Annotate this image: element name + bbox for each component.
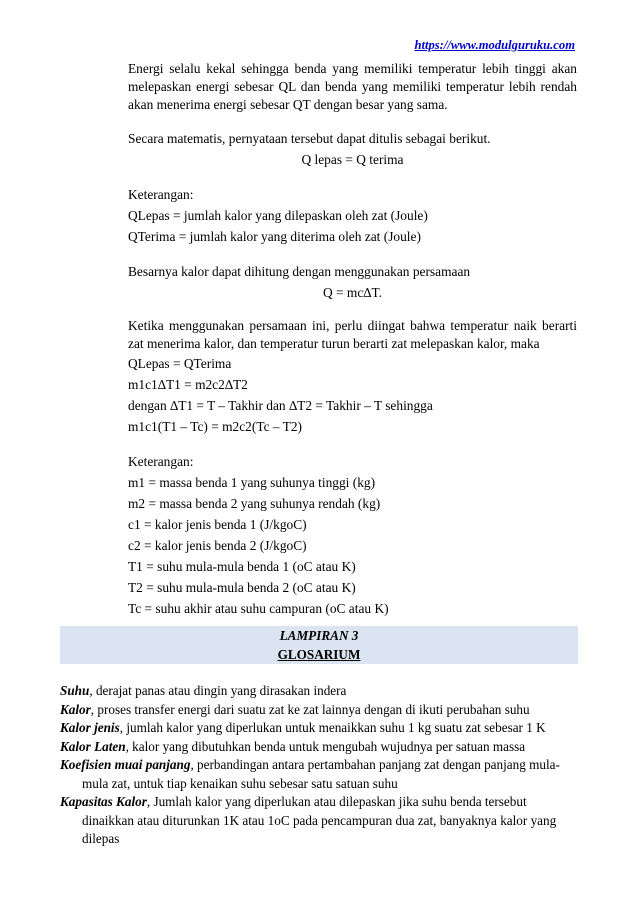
equation-line: m1c1∆T1 = m2c2∆T2	[128, 377, 248, 392]
paragraph-heat-equation: Besarnya kalor dapat dihitung dengan menggunakan persamaan	[128, 264, 471, 279]
keterangan-item: Tc = suhu akhir atau suhu campuran (oC atau K)	[128, 601, 389, 616]
keterangan-item: c2 = kalor jenis benda 2 (J/kgoC)	[128, 538, 307, 553]
formula-q-mc-delta-t: Q = mc∆T.	[322, 285, 382, 300]
keterangan-item: T2 = suhu mula-mula benda 2 (oC atau K)	[128, 580, 356, 595]
glossary-entry	[60, 682, 578, 701]
glossary-term: Kalor Laten	[60, 738, 126, 754]
glossary-term: Koefisien muai panjang	[60, 757, 191, 772]
glossary-term: Suhu	[60, 683, 90, 698]
spacer	[128, 303, 577, 317]
spacer	[128, 170, 577, 184]
glossary-definition: , kalor yang dibutuhkan benda untuk mengubah wujudnya per satuan massa	[125, 738, 526, 754]
equation-line: QLepas = QTerima	[128, 356, 232, 371]
glossary-entry	[60, 719, 578, 738]
lampiran-header-box	[60, 626, 578, 664]
spacer	[128, 114, 577, 128]
spacer	[128, 437, 577, 451]
glossary-definition: , perbandingan antara pertambahan panjang zat dengan panjang mula-mula zat, untuk tiap kenaikan suhu sebesar satu satuan suhu	[82, 757, 560, 791]
keterangan-item: c1 = kalor jenis benda 1 (J/kgoC)	[128, 517, 307, 532]
glossary-definition: , proses transfer energi dari suatu zat ke zat lainnya dengan di ikuti perubahan suhu	[90, 701, 530, 717]
paragraph-energy-conservation: Energi selalu kekal sehingga benda yang memiliki temperatur lebih tinggi akan melepaskan energi sebesar QL dan benda yang memiliki temperatur lebih rendah akan menerima energi sebesar QT dengan besar yang sama.	[128, 61, 577, 112]
equation-line: m1c1(T1 – Tc) = m2c2(Tc – T2)	[128, 419, 303, 434]
glossary-definition: , jumlah kalor yang diperlukan untuk menaikkan suhu 1 kg suatu zat sebesar 1 K	[119, 720, 546, 735]
paragraph-temperature-note: Ketika menggunakan persamaan ini, perlu diingat bahwa temperatur naik berarti zat menerima kalor, dan temperatur turun berarti zat melepaskan kalor, maka	[128, 318, 577, 351]
main-content	[128, 60, 577, 619]
glossary-term: Kapasitas Kalor	[60, 794, 147, 809]
glossary-list	[60, 682, 578, 849]
keterangan-item-qlepas: QLepas = jumlah kalor yang dilepaskan oleh zat (Joule)	[128, 208, 428, 223]
keterangan-item: m1 = massa benda 1 yang suhunya tinggi (kg)	[128, 475, 376, 490]
glossary-entry	[60, 793, 578, 849]
glossary-definition: , derajat panas atau dingin yang dirasakan indera	[89, 683, 347, 698]
keterangan-heading-2: Keterangan:	[128, 454, 194, 469]
keterangan-item: T1 = suhu mula-mula benda 1 (oC atau K)	[128, 559, 356, 574]
keterangan-item: m2 = massa benda 2 yang suhunya rendah (kg)	[128, 496, 381, 511]
glossary-entry	[60, 738, 578, 757]
paragraph-mathematical: Secara matematis, pernyataan tersebut dapat ditulis sebagai berikut.	[128, 131, 491, 146]
glossary-definition: , Jumlah kalor yang diperlukan atau dilepaskan jika suhu benda tersebut dinaikkan atau diturunkan 1K atau 1oC pada pencampuran dua zat, banyaknya kalor yang dilepas	[82, 794, 557, 846]
glosarium-title: GLOSARIUM	[277, 647, 361, 662]
keterangan-heading-1: Keterangan:	[128, 187, 194, 202]
spacer	[128, 247, 577, 261]
glossary-entry	[60, 756, 578, 793]
website-url-link[interactable]: https://www.modulguruku.com	[414, 38, 575, 52]
glossary-entry	[60, 701, 578, 720]
glossary-term: Kalor jenis	[60, 720, 120, 735]
lampiran-title: LAMPIRAN 3	[279, 628, 359, 643]
keterangan-item-qterima: QTerima = jumlah kalor yang diterima oleh zat (Joule)	[128, 229, 421, 244]
formula-q-lepas-terima: Q lepas = Q terima	[301, 152, 404, 167]
glossary-term: Kalor	[60, 701, 91, 717]
equation-line: dengan ∆T1 = T – Takhir dan ∆T2 = Takhir – T sehingga	[128, 398, 433, 413]
